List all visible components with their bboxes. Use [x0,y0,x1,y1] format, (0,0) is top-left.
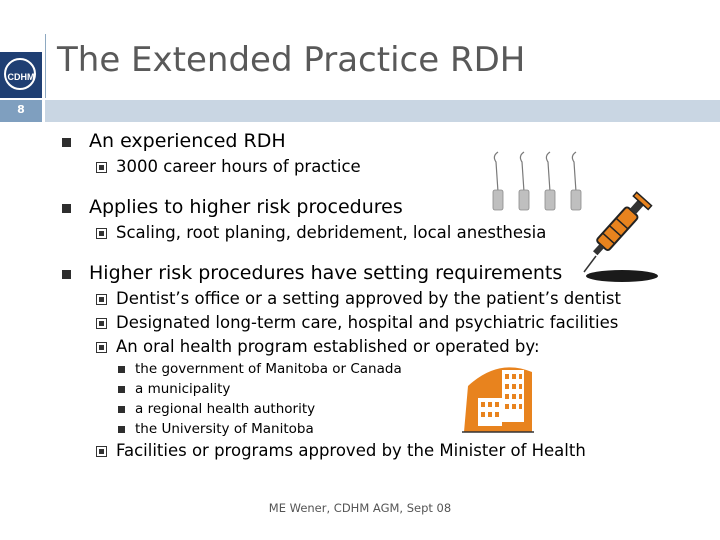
bullet-square-icon [62,204,71,213]
bullet-long-term-care: Designated long-term care, hospital and psychiatric facilities [116,313,619,332]
sub-bullet-icon [96,294,107,305]
bullet-square-icon [62,138,71,147]
bullet-university: the University of Manitoba [135,421,314,437]
syringe-icon [578,182,660,286]
bullet-square-icon [62,270,71,279]
title-divider [45,34,46,98]
bullet-procedures-list: Scaling, root planing, debridement, local anesthesia [116,223,547,242]
bullet-career-hours: 3000 career hours of practice [116,157,361,176]
slide-title: The Extended Practice RDH [57,40,526,80]
sub-bullet-icon [96,446,107,457]
bullet-gov-manitoba: the government of Manitoba or Canada [135,361,402,377]
slide-footer: ME Wener, CDHM AGM, Sept 08 [268,501,452,515]
bullet-experienced-rdh: An experienced RDH [89,130,286,152]
sub-bullet-icon [96,342,107,353]
bullet-square-icon [118,366,125,373]
bullet-municipality: a municipality [135,381,231,397]
sub-bullet-icon [96,318,107,329]
bullet-square-icon [118,386,125,393]
bullet-oral-health-program: An oral health program established or operated by: [116,337,540,356]
bullet-setting-requirements: Higher risk procedures have setting requirements [89,262,563,284]
sub-bullet-icon [96,162,107,173]
hospital-building-icon [458,362,538,438]
bullet-regional-health: a regional health authority [135,401,316,417]
logo-text: CDHM [7,72,35,82]
bullet-square-icon [118,426,125,433]
bullet-dentist-office: Dentist’s office or a setting approved by the patient’s dentist [116,289,621,308]
header-bar [45,100,720,122]
sub-bullet-icon [96,228,107,239]
bullet-square-icon [118,406,125,413]
bullet-higher-risk: Applies to higher risk procedures [89,196,403,218]
slide-number: 8 [17,103,25,116]
bullet-minister-health: Facilities or programs approved by the Minister of Health [116,441,586,460]
